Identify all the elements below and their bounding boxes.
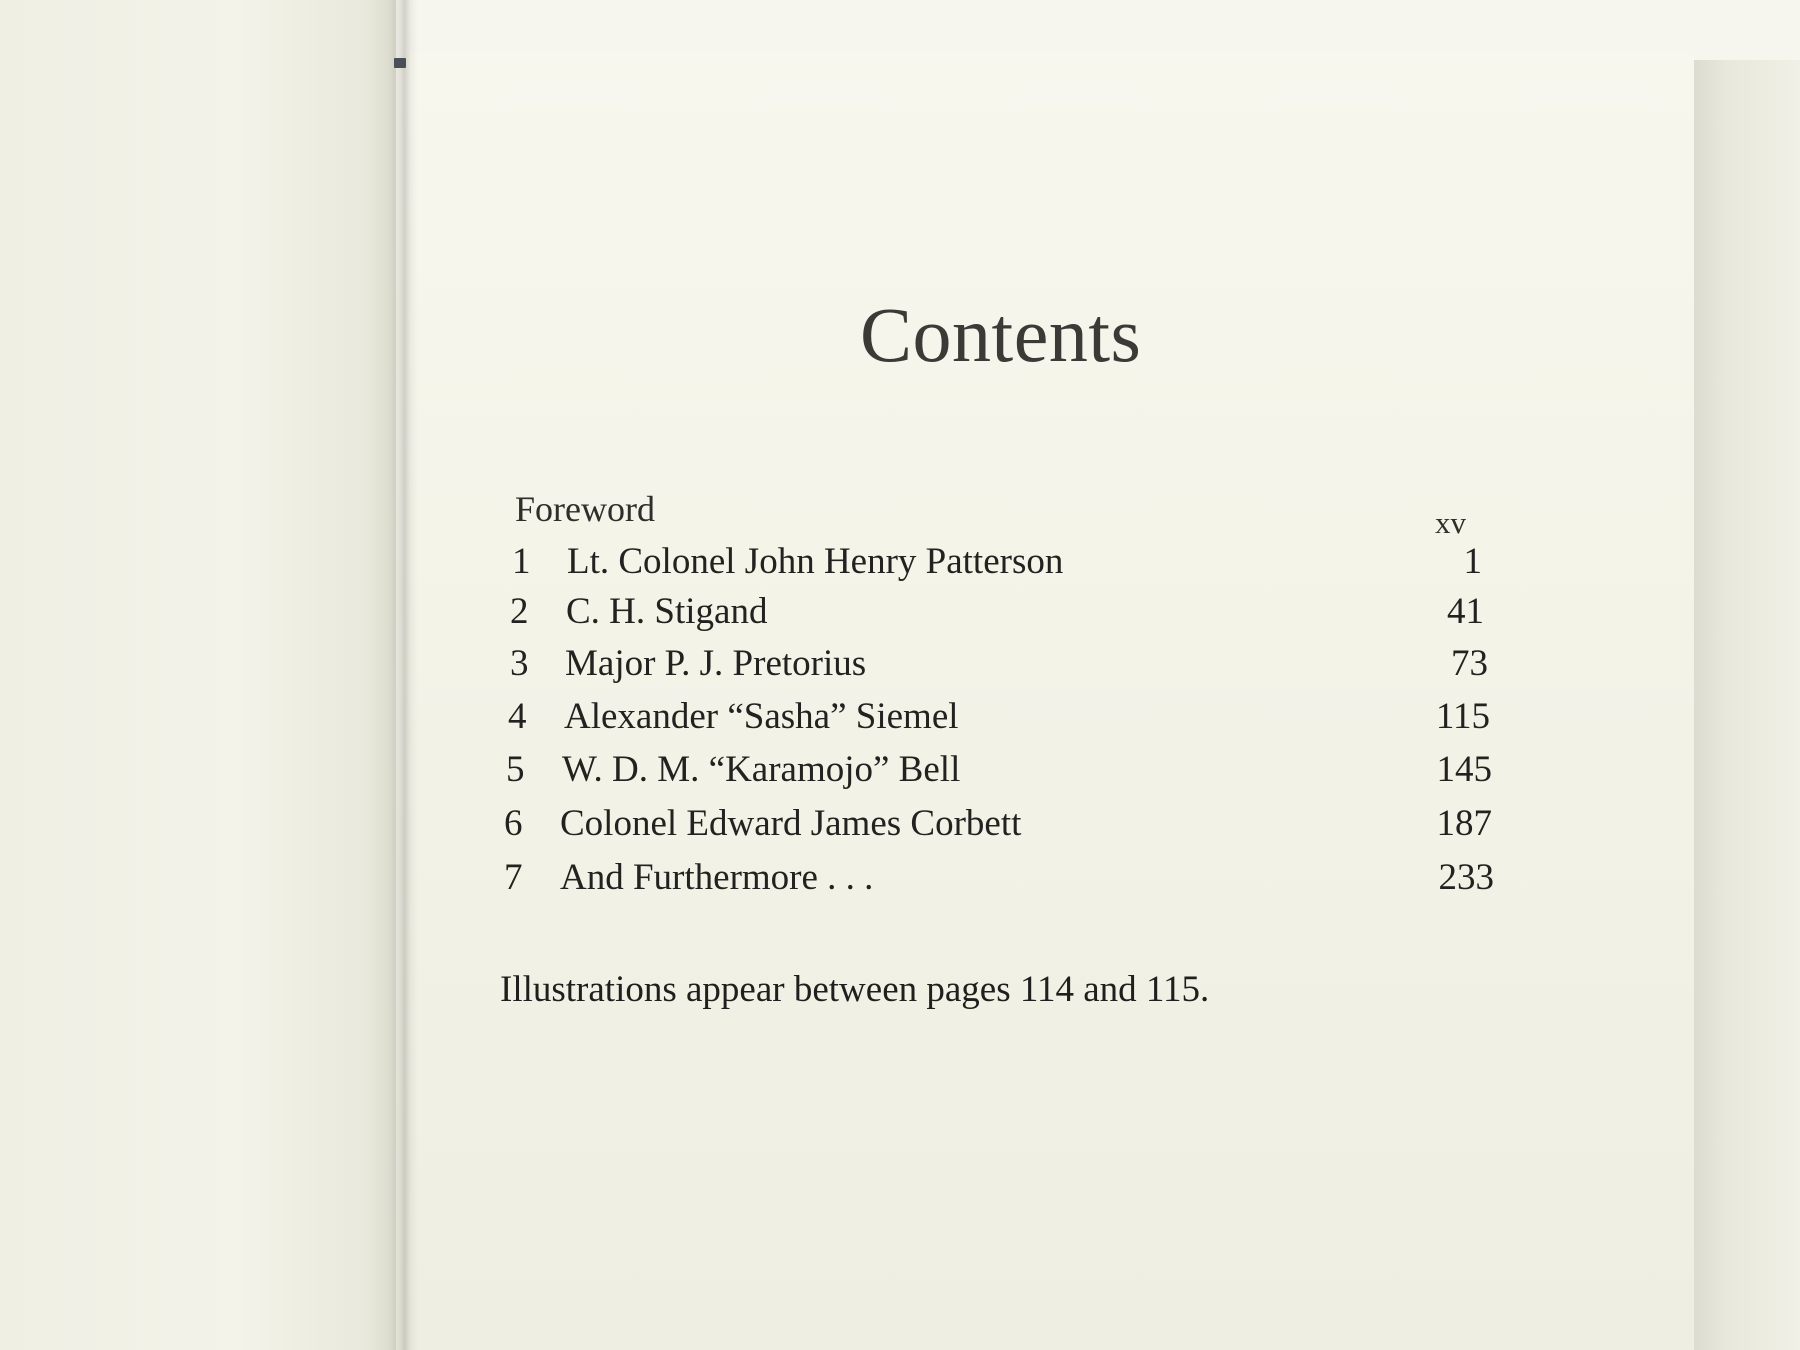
book-gutter — [388, 0, 418, 1350]
chapter-title: C. H. Stigand — [566, 591, 768, 632]
toc-row — [500, 540, 1510, 590]
page-edge — [1694, 60, 1800, 1350]
left-page — [0, 0, 396, 1350]
chapter-number: 7 — [504, 857, 523, 898]
chapter-page: 73 — [1451, 643, 1488, 684]
chapter-title: And Furthermore . . . — [560, 857, 874, 898]
chapter-title: Major P. J. Pretorius — [565, 643, 867, 684]
illustrations-note: Illustrations appear between pages 114 and 115. — [500, 969, 1210, 1010]
chapter-number: 3 — [510, 643, 529, 684]
contents-heading: Contents — [860, 291, 1142, 378]
spine-mark — [394, 58, 406, 68]
toc-row — [500, 802, 1510, 852]
foreword-label: Foreword — [515, 489, 655, 529]
toc-row — [500, 642, 1510, 692]
toc-row — [500, 590, 1510, 640]
chapter-number: 5 — [506, 749, 525, 790]
chapter-page: 233 — [1438, 857, 1494, 898]
chapter-page: 145 — [1436, 749, 1492, 790]
chapter-number: 1 — [512, 541, 531, 582]
chapter-title: Alexander “Sasha” Siemel — [564, 696, 959, 737]
foreword-page-number: xv — [1435, 505, 1466, 540]
chapter-page: 1 — [1463, 541, 1482, 582]
chapter-number: 4 — [508, 696, 527, 737]
chapter-title: W. D. M. “Karamojo” Bell — [562, 749, 961, 790]
chapter-number: 6 — [504, 803, 523, 844]
toc-row — [500, 695, 1510, 745]
chapter-page: 187 — [1436, 803, 1492, 844]
chapter-title: Lt. Colonel John Henry Patterson — [567, 541, 1064, 582]
chapter-page: 115 — [1435, 696, 1490, 737]
chapter-page: 41 — [1447, 591, 1484, 632]
chapter-number: 2 — [510, 591, 529, 632]
toc-row — [500, 856, 1510, 906]
chapter-title: Colonel Edward James Corbett — [560, 803, 1022, 844]
toc-row — [500, 748, 1510, 798]
